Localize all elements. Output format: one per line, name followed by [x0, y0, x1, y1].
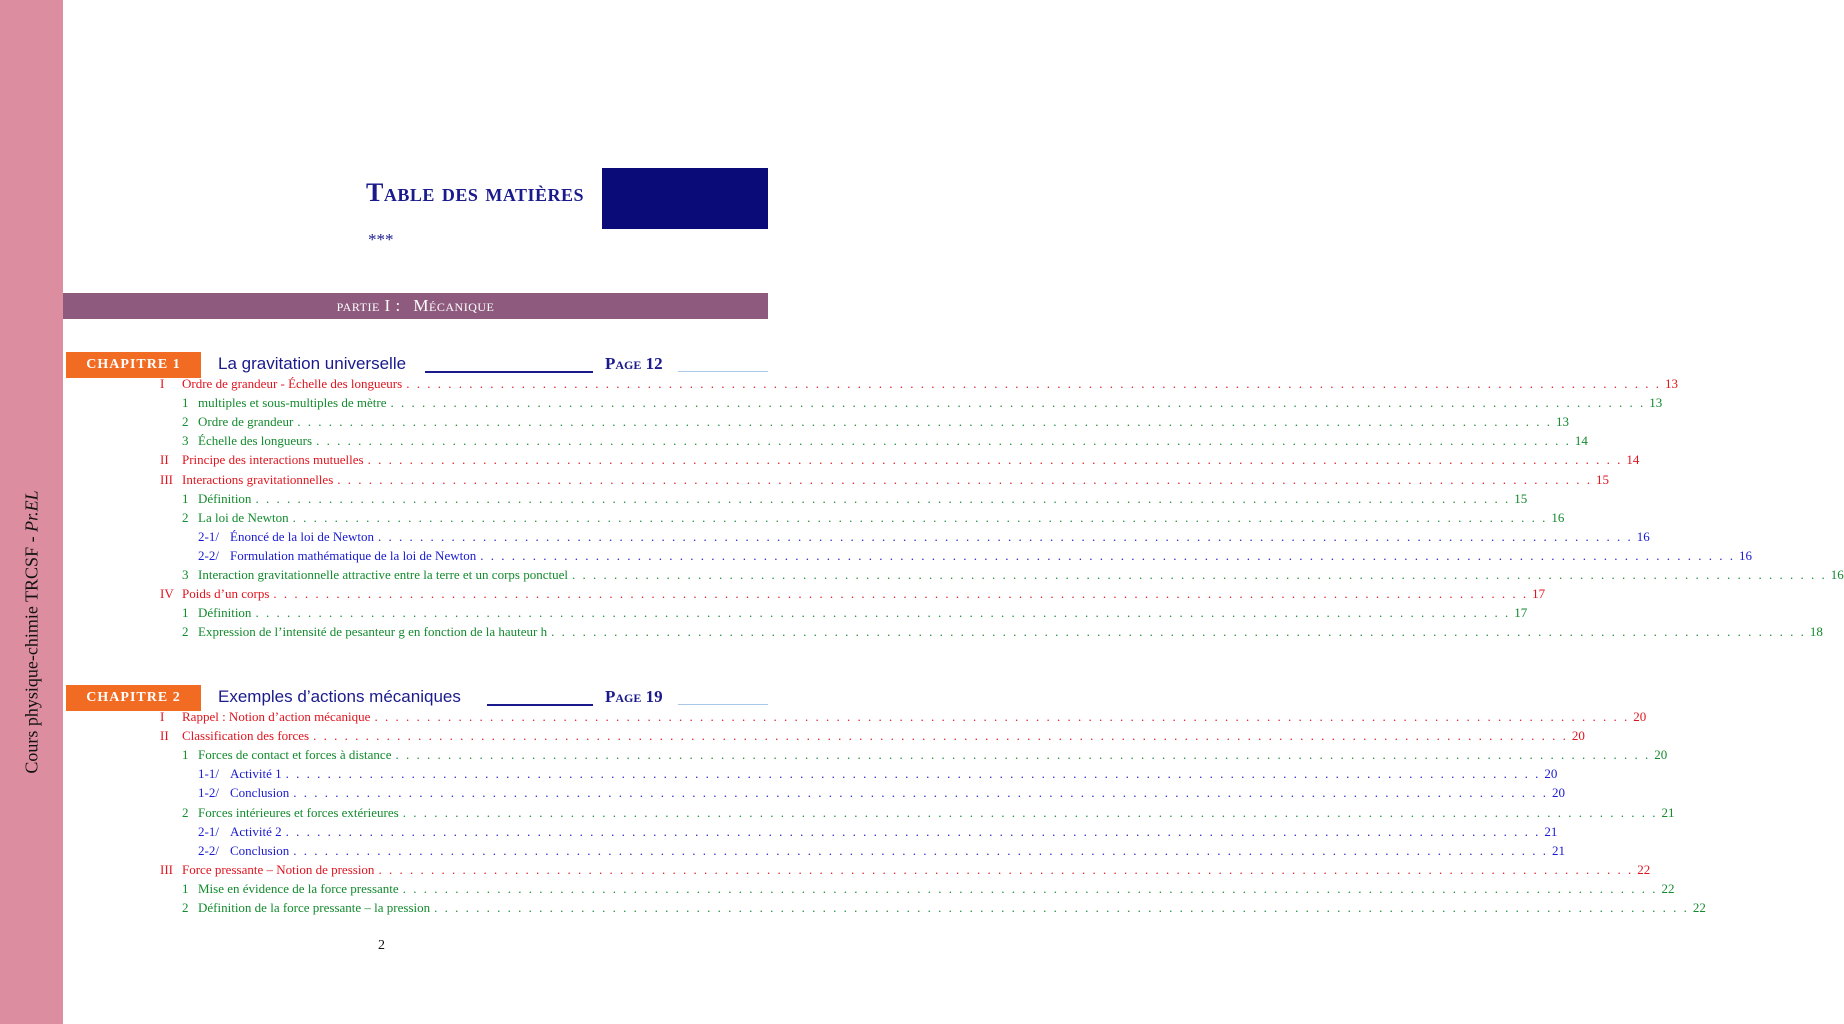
toc-entry-leader: . . . . . . . . . . . . . . . . . . . . . . . . . . . . . . . . . . . . . . . . . . . . . . . . . . . . . . . . . . . . . . . . . . . . . . . . . . . . . . . . . . . . . . . . . . . . . . . . . . . . . . . . . . . . . . . . . . . . . . . .: [402, 804, 1658, 820]
chapter-page-label: Page 12: [605, 354, 663, 373]
toc-entry-label: Forces intérieures et forces extérieures: [198, 804, 399, 820]
toc-entry-leader: . . . . . . . . . . . . . . . . . . . . . . . . . . . . . . . . . . . . . . . . . . . . . . . . . . . . . . . . . . . . . . . . . . . . . . . . . . . . . . . . . . . . . . . . . . . . . . . . . . . . . . . . . . . . . . . . . . . . . . . .: [378, 861, 1634, 877]
toc-entry-label: Classification des forces: [182, 728, 310, 744]
toc-entry-number: 2: [182, 900, 189, 915]
toc-entry-page: 22: [1637, 861, 1651, 877]
toc-entry-leader: . . . . . . . . . . . . . . . . . . . . . . . . . . . . . . . . . . . . . . . . . . . . . . . . . . . . . . . . . . . . . . . . . . . . . . . . . . . . . . . . . . . . . . . . . . . . . . . . . . . . . . . . . . . . . . . . . . . . . . . .: [297, 414, 1553, 430]
toc-entry-page: 20: [1551, 785, 1565, 801]
part-name: Mécanique: [413, 296, 495, 315]
toc-entry-number: 1-2/: [198, 785, 219, 801]
toc-entry[interactable]: [160, 900, 1706, 919]
toc-entry[interactable]: [160, 471, 1610, 491]
toc-entry-label: Énoncé de la loi de Newton: [230, 528, 375, 544]
toc-entry[interactable]: [160, 414, 1570, 433]
toc-entry-number: 3: [182, 567, 189, 582]
page-number: 2: [378, 938, 385, 953]
chapter-divider: [678, 371, 768, 372]
toc-entry[interactable]: [160, 880, 1675, 900]
chapter-badge: CHAPITRE 2: [66, 685, 201, 711]
toc-entry-page: 21: [1661, 804, 1675, 820]
toc-entry-leader: . . . . . . . . . . . . . . . . . . . . . . . . . . . . . . . . . . . . . . . . . . . . . . . . . . . . . . . . . . . . . . . . . . . . . . . . . . . . . . . . . . . . . . . . . . . . . . . . . . . . . . . . . . . . . . . . . . . . . . . .: [406, 376, 1661, 391]
toc-entry-label: Interaction gravitationnelle attractive entre la terre et un corps ponctuel: [198, 567, 568, 582]
toc-entry-label: Mise en évidence de la force pressante: [198, 880, 399, 896]
sidebar-course-label: [22, 490, 43, 773]
toc-entry-label: Ordre de grandeur - Échelle des longueurs: [182, 376, 403, 391]
chapter-title[interactable]: La gravitation universelle: [218, 354, 407, 373]
toc-entry-leader: . . . . . . . . . . . . . . . . . . . . . . . . . . . . . . . . . . . . . . . . . . . . . . . . . . . . . . . . . . . . . . . . . . . . . . . . . . . . . . . . . . . . . . . . . . . . . . . . . . . . . . . . . . . . . . . . . . . . . . . .: [374, 709, 1630, 724]
toc-entry-leader: . . . . . . . . . . . . . . . . . . . . . . . . . . . . . . . . . . . . . . . . . . . . . . . . . . . . . . . . . . . . . . . . . . . . . . . . . . . . . . . . . . . . . . . . . . . . . . . . . . . . . . . . . . . . . . . . . . . . . . . .: [367, 452, 1623, 468]
toc-entry-number: 1: [182, 490, 189, 506]
toc-entry-label: Poids d’un corps: [182, 586, 270, 602]
chapter-title-rule: [487, 704, 593, 706]
toc-entry-leader: . . . . . . . . . . . . . . . . . . . . . . . . . . . . . . . . . . . . . . . . . . . . . . . . . . . . . . . . . . . . . . . . . . . . . . . . . . . . . . . . . . . . . . . . . . . . . . . . . . . . . . . . . . . . . . . . . . . . . . . .: [285, 766, 1541, 782]
toc-entry[interactable]: [160, 747, 1668, 766]
toc-entry-page: 15: [1514, 490, 1528, 506]
toc-entry-label: Forces de contact et forces à distance: [198, 747, 392, 763]
toc-entry[interactable]: [160, 567, 1844, 586]
toc-entry-page: 21: [1544, 823, 1558, 839]
toc-entry-number: 2-2/: [198, 547, 219, 563]
toc-entry[interactable]: [160, 624, 1823, 643]
toc-entry-page: 20: [1544, 766, 1558, 782]
toc-entry-leader: . . . . . . . . . . . . . . . . . . . . . . . . . . . . . . . . . . . . . . . . . . . . . . . . . . . . . . . . . . . . . . . . . . . . . . . . . . . . . . . . . . . . . . . . . . . . . . . . . . . . . . . . . . . . . . . . . . . . . . . .: [337, 471, 1593, 487]
toc-entry-page: 20: [1571, 728, 1585, 744]
toc-entry-page: 18: [1809, 624, 1823, 640]
toc-entry-page: 22: [1692, 900, 1706, 915]
toc-entry-label: Échelle des longueurs: [198, 433, 313, 449]
toc-entry-number: 2-1/: [198, 823, 219, 839]
toc-entry[interactable]: [160, 861, 1651, 881]
chapter-badge: CHAPITRE 1: [66, 352, 201, 378]
toc-entry-page: 16: [1830, 567, 1844, 582]
toc-entry-leader: . . . . . . . . . . . . . . . . . . . . . . . . . . . . . . . . . . . . . . . . . . . . . . . . . . . . . . . . . . . . . . . . . . . . . . . . . . . . . . . . . . . . . . . . . . . . . . . . . . . . . . . . . . . . . . . . . . . . . . . .: [571, 567, 1827, 582]
page-title: Table des matières: [366, 178, 585, 207]
toc-entry-label: Définition: [198, 605, 252, 621]
toc-entry-number: 3: [182, 433, 189, 449]
toc-entry-leader: . . . . . . . . . . . . . . . . . . . . . . . . . . . . . . . . . . . . . . . . . . . . . . . . . . . . . . . . . . . . . . . . . . . . . . . . . . . . . . . . . . . . . . . . . . . . . . . . . . . . . . . . . . . . . . . . . . . . . . . .: [434, 900, 1689, 915]
toc-entry-page: 17: [1532, 586, 1546, 602]
toc-entry-page: 17: [1514, 605, 1528, 621]
toc-entry-page: 16: [1738, 547, 1752, 563]
toc-entry-label: Formulation mathématique de la loi de Newton: [230, 547, 477, 563]
toc-entry-label: La loi de Newton: [198, 509, 289, 525]
toc-entry-page: 20: [1633, 709, 1647, 724]
toc-entry-leader: . . . . . . . . . . . . . . . . . . . . . . . . . . . . . . . . . . . . . . . . . . . . . . . . . . . . . . . . . . . . . . . . . . . . . . . . . . . . . . . . . . . . . . . . . . . . . . . . . . . . . . . . . . . . . . . . . . . . . . . .: [378, 528, 1633, 544]
toc-entry-number: III: [160, 471, 173, 487]
toc-entry[interactable]: [160, 586, 1546, 605]
toc-entry-label: Conclusion: [230, 785, 290, 801]
part-heading: [63, 293, 768, 319]
toc-entry-leader: . . . . . . . . . . . . . . . . . . . . . . . . . . . . . . . . . . . . . . . . . . . . . . . . . . . . . . . . . . . . . . . . . . . . . . . . . . . . . . . . . . . . . . . . . . . . . . . . . . . . . . . . . . . . . . . . . . . . . . . .: [316, 433, 1571, 449]
toc-entry-number: III: [160, 861, 173, 877]
toc-entry-label: Interactions gravitationnelles: [182, 471, 334, 487]
toc-entry[interactable]: [160, 766, 1558, 785]
toc-entry[interactable]: [160, 605, 1528, 624]
sidebar-band: [0, 0, 63, 1024]
toc-entry-label: Expression de l’intensité de pesanteur g en fonction de la hauteur h: [198, 624, 548, 640]
toc-entry-leader: . . . . . . . . . . . . . . . . . . . . . . . . . . . . . . . . . . . . . . . . . . . . . . . . . . . . . . . . . . . . . . . . . . . . . . . . . . . . . . . . . . . . . . . . . . . . . . . . . . . . . . . . . . . . . . . . . . . . . . . .: [255, 490, 1511, 506]
toc-entry[interactable]: [160, 823, 1558, 843]
chapter-title[interactable]: Exemples d’actions mécaniques: [218, 687, 461, 706]
toc-entry-leader: . . . . . . . . . . . . . . . . . . . . . . . . . . . . . . . . . . . . . . . . . . . . . . . . . . . . . . . . . . . . . . . . . . . . . . . . . . . . . . . . . . . . . . . . . . . . . . . . . . . . . . . . . . . . . . . . . . . . . . . .: [292, 509, 1548, 525]
toc-entry-label: Définition de la force pressante – la pression: [198, 900, 431, 915]
toc-entry-number: 2: [182, 509, 189, 525]
title-ornament: ***: [368, 230, 394, 249]
toc-entry[interactable]: [160, 528, 1650, 548]
toc-entry[interactable]: [160, 785, 1565, 804]
toc-entry-leader: . . . . . . . . . . . . . . . . . . . . . . . . . . . . . . . . . . . . . . . . . . . . . . . . . . . . . . . . . . . . . . . . . . . . . . . . . . . . . . . . . . . . . . . . . . . . . . . . . . . . . . . . . . . . . . . . . . . . . . . .: [390, 395, 1646, 411]
toc-entry-page: 20: [1654, 747, 1668, 763]
toc-entry-number: IV: [160, 586, 174, 602]
toc-entry-leader: . . . . . . . . . . . . . . . . . . . . . . . . . . . . . . . . . . . . . . . . . . . . . . . . . . . . . . . . . . . . . . . . . . . . . . . . . . . . . . . . . . . . . . . . . . . . . . . . . . . . . . . . . . . . . . . . . . . . . . . .: [293, 842, 1548, 858]
toc-entry-leader: . . . . . . . . . . . . . . . . . . . . . . . . . . . . . . . . . . . . . . . . . . . . . . . . . . . . . . . . . . . . . . . . . . . . . . . . . . . . . . . . . . . . . . . . . . . . . . . . . . . . . . . . . . . . . . . . . . . . . . . .: [273, 586, 1529, 602]
toc-entry[interactable]: [160, 452, 1640, 471]
toc-entry-page: 13: [1649, 395, 1663, 411]
chapter-page-label: Page 19: [605, 687, 663, 706]
title-accent-block: [602, 168, 768, 229]
toc-entry-label: Rappel : Notion d’action mécanique: [182, 709, 371, 724]
toc-entry[interactable]: [160, 395, 1663, 414]
toc-entry-leader: . . . . . . . . . . . . . . . . . . . . . . . . . . . . . . . . . . . . . . . . . . . . . . . . . . . . . . . . . . . . . . . . . . . . . . . . . . . . . . . . . . . . . . . . . . . . . . . . . . . . . . . . . . . . . . . . . . . . . . . .: [402, 880, 1658, 896]
toc-entry[interactable]: [160, 376, 1678, 395]
toc-entry-number: 2-2/: [198, 842, 219, 858]
part-prefix: partie I :: [336, 296, 401, 315]
toc-entry-label: Activité 2: [230, 823, 282, 839]
toc-entry[interactable]: [160, 709, 1647, 728]
toc-entry-number: 1: [182, 395, 189, 411]
chapter-title-rule: [425, 371, 593, 373]
toc-entry-number: 2: [182, 624, 189, 640]
toc-entry-page: 16: [1636, 528, 1650, 544]
toc-entry-leader: . . . . . . . . . . . . . . . . . . . . . . . . . . . . . . . . . . . . . . . . . . . . . . . . . . . . . . . . . . . . . . . . . . . . . . . . . . . . . . . . . . . . . . . . . . . . . . . . . . . . . . . . . . . . . . . . . . . . . . . .: [255, 605, 1511, 621]
toc-entry-leader: . . . . . . . . . . . . . . . . . . . . . . . . . . . . . . . . . . . . . . . . . . . . . . . . . . . . . . . . . . . . . . . . . . . . . . . . . . . . . . . . . . . . . . . . . . . . . . . . . . . . . . . . . . . . . . . . . . . . . . . .: [285, 823, 1541, 839]
toc-entry-page: 22: [1661, 880, 1675, 896]
toc-entry-number: I: [160, 376, 165, 391]
toc-entry[interactable]: [160, 804, 1675, 824]
toc-entry-label: Conclusion: [230, 842, 290, 858]
toc-entry-number: 2: [182, 804, 189, 820]
toc-entry-leader: . . . . . . . . . . . . . . . . . . . . . . . . . . . . . . . . . . . . . . . . . . . . . . . . . . . . . . . . . . . . . . . . . . . . . . . . . . . . . . . . . . . . . . . . . . . . . . . . . . . . . . . . . . . . . . . . . . . . . . . .: [293, 785, 1548, 801]
toc-entry-page: 16: [1551, 509, 1565, 525]
toc-entry-leader: . . . . . . . . . . . . . . . . . . . . . . . . . . . . . . . . . . . . . . . . . . . . . . . . . . . . . . . . . . . . . . . . . . . . . . . . . . . . . . . . . . . . . . . . . . . . . . . . . . . . . . . . . . . . . . . . . . . . . . . .: [313, 728, 1568, 744]
toc-entry-leader: . . . . . . . . . . . . . . . . . . . . . . . . . . . . . . . . . . . . . . . . . . . . . . . . . . . . . . . . . . . . . . . . . . . . . . . . . . . . . . . . . . . . . . . . . . . . . . . . . . . . . . . . . . . . . . . . . . . . . . . .: [551, 624, 1806, 640]
toc-entry-label: Force pressante – Notion de pression: [182, 861, 375, 877]
toc-entry[interactable]: [160, 509, 1565, 529]
toc-entry-label: Ordre de grandeur: [198, 414, 294, 430]
toc-entry-page: 14: [1626, 452, 1640, 468]
toc-entry-label: multiples et sous-multiples de mètre: [198, 395, 387, 411]
toc-entry-label: Définition: [198, 490, 252, 506]
chapter-divider: [678, 704, 768, 705]
toc-entry-page: 15: [1596, 471, 1610, 487]
toc-entry-page: 13: [1664, 376, 1678, 391]
toc-entry-number: 1: [182, 747, 189, 763]
toc-entry[interactable]: [160, 547, 1752, 567]
toc-entry-number: 1-1/: [198, 766, 219, 782]
course-label-text: Cours physique-chimie TRCSF -: [21, 531, 42, 774]
toc-entry-number: II: [160, 728, 169, 744]
toc-entry-number: 1: [182, 880, 189, 896]
toc-entry[interactable]: [160, 728, 1585, 747]
toc-entry-page: 21: [1551, 842, 1565, 858]
toc-entry-leader: . . . . . . . . . . . . . . . . . . . . . . . . . . . . . . . . . . . . . . . . . . . . . . . . . . . . . . . . . . . . . . . . . . . . . . . . . . . . . . . . . . . . . . . . . . . . . . . . . . . . . . . . . . . . . . . . . . . . . . . .: [395, 747, 1651, 763]
toc-entry-number: 2-1/: [198, 528, 219, 544]
toc-entry-number: 2: [182, 414, 189, 430]
toc-entry-number: 1: [182, 605, 189, 621]
toc-entry-label: Activité 1: [230, 766, 282, 782]
toc-entry-page: 13: [1556, 414, 1570, 430]
toc-entry-number: I: [160, 709, 165, 724]
toc-entry-number: II: [160, 452, 169, 468]
toc-entry-leader: . . . . . . . . . . . . . . . . . . . . . . . . . . . . . . . . . . . . . . . . . . . . . . . . . . . . . . . . . . . . . . . . . . . . . . . . . . . . . . . . . . . . . . . . . . . . . . . . . . . . . . . . . . . . . . . . . . . . . . . .: [480, 547, 1735, 563]
toc-entry[interactable]: [160, 842, 1565, 862]
toc-entry-page: 14: [1574, 433, 1588, 449]
toc-entry-label: Principe des interactions mutuelles: [182, 452, 364, 468]
toc-entry[interactable]: [160, 433, 1588, 452]
toc-entry[interactable]: [160, 490, 1528, 510]
author-label: Pr.EL: [21, 490, 42, 532]
